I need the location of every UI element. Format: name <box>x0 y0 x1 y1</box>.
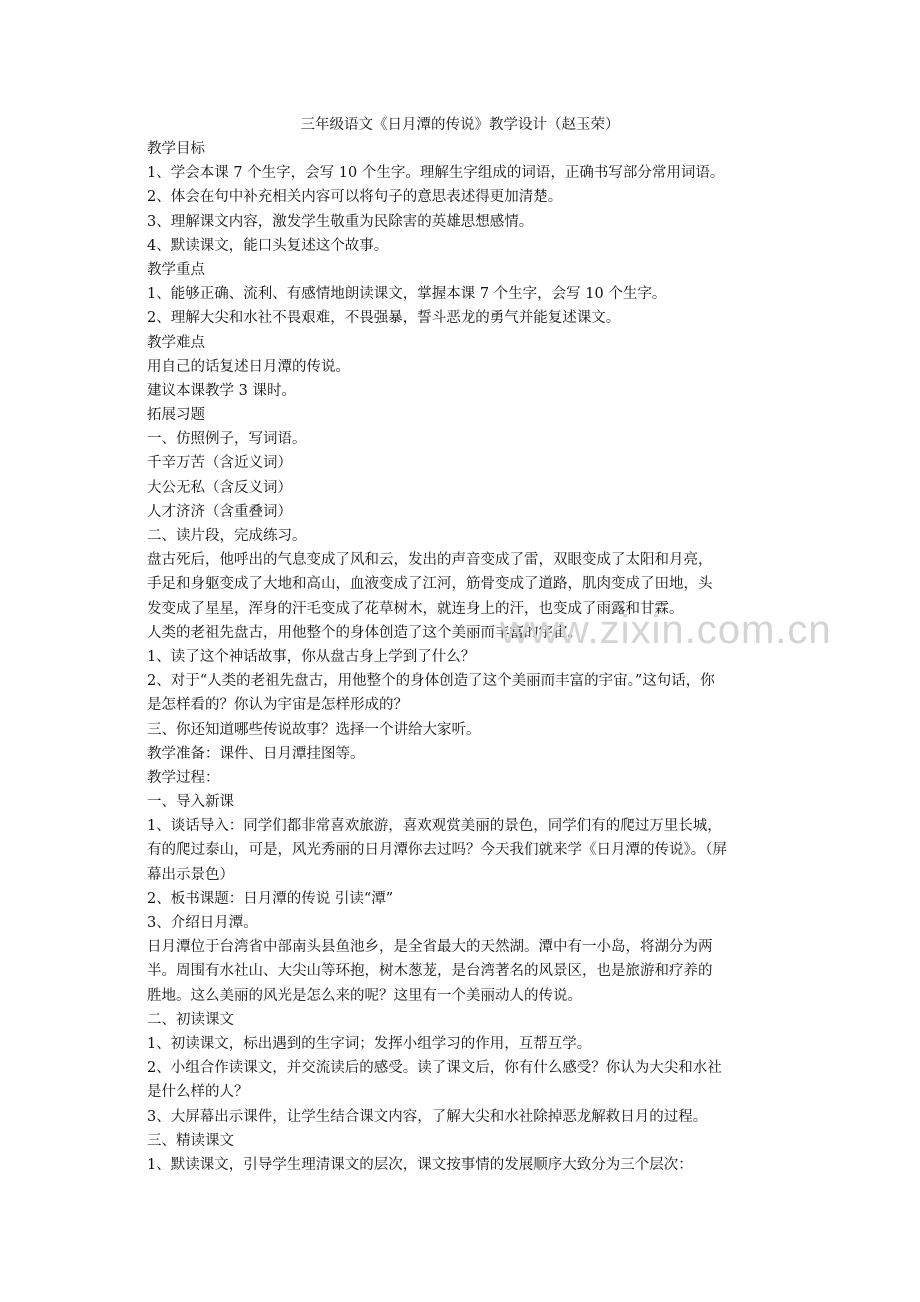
text-line: 人类的老祖先盘古，用他整个的身体创造了这个美丽而丰富的宇宙。 <box>147 624 582 641</box>
text-line: 幕出示景色） <box>147 866 234 883</box>
text-line: 2、体会在句中补充相关内容可以将句子的意思表述得更加清楚。 <box>147 189 563 206</box>
watermark: www.zixin.com.cn <box>500 608 832 652</box>
document-title: 三年级语文《日月潭的传说》教学设计（赵玉荣） <box>300 117 620 133</box>
text-line: 1、读了这个神话故事，你从盘古身上学到了什么？ <box>147 648 476 665</box>
text-line: 教学准备：课件、日月潭挂图等。 <box>147 745 365 762</box>
text-line: 盘古死后，他呼出的气息变成了风和云，发出的声音变成了雷，双眼变成了太阳和月亮， <box>147 552 713 569</box>
text-line: 是什么样的人？ <box>147 1084 249 1101</box>
text-line: 日月潭位于台湾省中部南头县鱼池乡，是全省最大的天然湖。潭中有一小岛，将湖分为两 <box>147 939 713 956</box>
text-line: 有的爬过泰山，可是，风光秀丽的日月潭你去过吗？今天我们就来学《日月潭的传说》。（屏 <box>147 842 727 859</box>
text-line: 二、初读课文 <box>147 1011 234 1028</box>
text-line: 半。周围有水社山、大尖山等环抱，树木葱茏，是台湾著名的风景区，也是旅游和疗养的 <box>147 963 713 980</box>
text-line: 人才济济（含重叠词） <box>147 503 292 520</box>
text-line: 3、介绍日月潭。 <box>147 915 258 931</box>
text-line: 3、理解课文内容，激发学生敬重为民除害的英雄思想感情。 <box>147 213 534 230</box>
text-line: 1、默读课文，引导学生理清课文的层次，课文按事情的发展顺序大致分为三个层次： <box>147 1156 693 1173</box>
document-body <box>147 137 777 1177</box>
text-line: 1、初读课文，标出遇到的生字词；发挥小组学习的作用，互帮互学。 <box>147 1035 592 1052</box>
text-line: 1、能够正确、流利、有感情地朗读课文，掌握本课 7 个生字，会写 10 个生字。 <box>147 286 667 303</box>
text-line: 一、仿照例子，写词语。 <box>147 431 307 448</box>
text-line: 是怎样看的？你认为宇宙是怎样形成的？ <box>147 697 408 714</box>
text-line: 3、大屏幕出示课件，让学生结合课文内容，了解大尖和水社除掉恶龙解救日月的过程。 <box>147 1108 708 1125</box>
text-line: 手足和身躯变成了大地和高山，血液变成了江河，筋骨变成了道路，肌肉变成了田地，头 <box>147 576 713 593</box>
text-line: 拓展习题 <box>147 407 205 424</box>
text-line: 三、精读课文 <box>147 1132 234 1149</box>
text-line: 2、小组合作读课文，并交流读后的感受。读了课文后，你有什么感受？你认为大尖和水社 <box>147 1060 722 1077</box>
text-line: 4、默读课文，能口头复述这个故事。 <box>147 237 389 254</box>
text-line: 胜地。这么美丽的风光是怎么来的呢？这里有一个美丽动人的传说。 <box>147 987 582 1004</box>
text-line: 三、你还知道哪些传说故事？选择一个讲给大家听。 <box>147 721 481 738</box>
text-line: 大公无私（含反义词） <box>147 479 292 496</box>
text-line: 2、板书课题：日月潭的传说 引读“潭” <box>147 890 394 907</box>
text-line: 1、谈话导入：同学们都非常喜欢旅游，喜欢观赏美丽的景色，同学们有的爬过万里长城， <box>147 818 722 835</box>
text-line: 二、读片段，完成练习。 <box>147 528 307 544</box>
text-line: 教学重点 <box>147 261 205 278</box>
text-line: 教学难点 <box>147 334 205 351</box>
text-line: 千辛万苦（含近义词） <box>147 455 292 472</box>
text-line: 用自己的话复述日月潭的传说。 <box>147 358 350 375</box>
text-line: 教学过程： <box>147 769 220 786</box>
text-line: 教学目标 <box>147 141 205 157</box>
text-line: 2、对于“人类的老祖先盘古，用他整个的身体创造了这个美丽而丰富的宇宙。”这句话，你 <box>147 673 715 690</box>
text-line: 1、学会本课 7 个生字，会写 10 个生字。理解生字组成的词语，正确书写部分常用词语。 <box>147 165 725 182</box>
text-line: 一、导入新课 <box>147 794 234 811</box>
text-line: 2、理解大尖和水社不畏艰难，不畏强暴，誓斗恶龙的勇气并能复述课文。 <box>147 310 621 327</box>
text-line: 发变成了星星，浑身的汗毛变成了花草树木，就连身上的汗，也变成了雨露和甘霖。 <box>147 600 684 617</box>
text-line: 建议本课教学 3 课时。 <box>147 382 296 399</box>
